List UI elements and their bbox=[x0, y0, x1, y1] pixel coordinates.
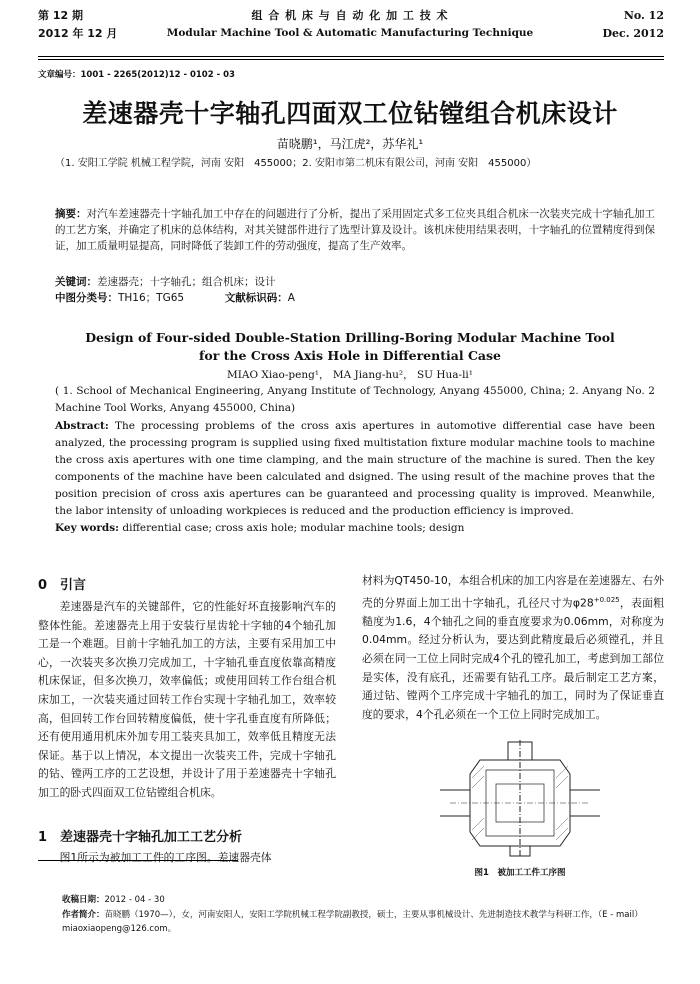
keywords-cn-text: 差速器壳；十字轴孔；组合机床；设计 bbox=[97, 276, 276, 288]
received-label: 收稿日期： bbox=[62, 895, 105, 905]
classification-line bbox=[55, 290, 655, 306]
abstract-cn bbox=[55, 206, 655, 254]
keywords-cn bbox=[55, 274, 655, 290]
footnote-received bbox=[62, 893, 662, 907]
received-date: 2012 - 04 - 30 bbox=[104, 895, 165, 905]
section-0-heading: 0 引言 bbox=[38, 578, 87, 593]
header-rule bbox=[38, 56, 664, 57]
section-1-paragraph: 图1所示为被加工工件的工序图。差速器壳体 bbox=[59, 851, 272, 864]
author-bio-text: 苗晓鹏（1970—），女，河南安阳人，安阳工学院机械工程学院副教授，硕士，主要从事机械设计、先进制造技术教学与科研工作，（E - mail）miaoxiaopeng@126.com。 bbox=[62, 910, 643, 934]
affiliation-en: ( 1. School of Mechanical Engineering, Anyang Institute of Technology, Anyang 455000, China; 2. Anyang No. 2 Machine Tool Works, Anyang 455000, China) bbox=[55, 385, 655, 414]
section-0-paragraph: 差速器是汽车的关键部件，它的性能好坏直接影响汽车的整体性能。差速器壳上用于安装行星齿轮十字轴的4个轴孔加工是一个难题。目前十字轴孔加工的方法，主要有采用加工中心，一次装夹多次换刀完成加工，十字轴孔垂直度依靠高精度机床保证，但多次换刀，效率偏低；或使用回转工作台组合机床加工，一次装夹通过回转工作台实现十字轴孔加工，效率较高，但回转工作台回转精度偏低，使十字孔垂直度有所降低；还有使用通用机床外加专用工装夹具加工，效率低且精度无法保证。基于以上情况，本文提出一次装夹工件，完成十字轴孔的钻、镗两工序的工艺设想，并设计了用于差速器壳十字轴孔加工的卧式四面双工位钻镗组合机床。 bbox=[38, 600, 336, 799]
right-column-text bbox=[362, 572, 664, 724]
keywords-en-text: differential case; cross axis hole; modular machine tools; design bbox=[119, 522, 465, 534]
header-date-en: Dec. 2012 bbox=[602, 27, 664, 40]
footnote-author bbox=[62, 908, 672, 936]
author-bio-label: 作者简介： bbox=[62, 910, 105, 920]
figure-1-drawing bbox=[420, 740, 620, 858]
keywords-cn-label: 关键词： bbox=[55, 276, 97, 288]
header-issue-en: No. 12 bbox=[623, 9, 664, 22]
right-text-a: 材料为QT450-10，本组合机床的加工内容是在差速器左、右外壳的分界面上加工出十字轴孔，孔径尺寸为φ28 bbox=[362, 574, 664, 610]
affiliation-cn: （1. 安阳工学院 机械工程学院，河南 安阳 455000；2. 安阳市第二机床有限公司，河南 安阳 455000） bbox=[55, 158, 537, 169]
abstract-en bbox=[55, 418, 655, 520]
header-date-cn: 2012 年 12 月 bbox=[38, 27, 118, 40]
header-journal-en: Modular Machine Tool & Automatic Manufacturing Technique bbox=[166, 27, 534, 39]
keywords-en bbox=[55, 520, 655, 537]
abstract-cn-label: 摘要： bbox=[55, 208, 87, 220]
clc-value: TH16；TG65 bbox=[118, 292, 185, 304]
article-number: 文章编号：1001 - 2265(2012)12 - 0102 - 03 bbox=[38, 70, 235, 80]
doc-code-value: A bbox=[287, 292, 295, 304]
tolerance: +0.025 bbox=[593, 595, 620, 604]
page-title: 差速器壳十字轴孔四面双工位钻镗组合机床设计 bbox=[82, 99, 618, 128]
section-1-body bbox=[38, 849, 336, 868]
clc-label: 中图分类号： bbox=[55, 292, 118, 304]
figure-1-caption: 图1 被加工工件工序图 bbox=[474, 868, 566, 878]
abstract-en-text: The processing problems of the cross axis apertures in automotive differential case have been analyzed, the processing program is supplied using fixed multistation fixture modular machine tools to machine the cross axis apertures with one time clamping, and the main structure of the machine is sured. Then the key components of the machine have been calculated and dsigned. The using result of the machine proves that the position precision of cross axis apertures can be guaranteed and processing quality is improved. Meanwhile, the labor intensity of unloading workpieces is reduced and the production efficiency is improved. bbox=[55, 420, 655, 517]
right-text-b: ，表面粗糙度为1.6，4个轴孔之间的垂直度要求为0.06mm，对称度为0.04mm。经过分析认为，要达到此精度最后必须镗孔，并且必须在同一工位上同时完成4个孔的镗孔加工，考虑到加工部位是实体，没有底孔，还需要有钻孔工序。最后制定工艺方案，通过钻、镗两个工序完成十字轴孔的加工，同时为了保证垂直度的要求，4个孔必须在一个工位上同时完成加工。 bbox=[362, 596, 665, 721]
header-issue-cn: 第 12 期 bbox=[38, 9, 83, 22]
keywords-en-label: Key words: bbox=[55, 522, 120, 534]
doc-code-label: 文献标识码： bbox=[224, 292, 288, 304]
footnote-rule bbox=[38, 860, 238, 861]
title-en-line2: for the Cross Axis Hole in Differential Case bbox=[199, 348, 501, 363]
header-rule-thin bbox=[38, 59, 664, 60]
authors-en: MIAO Xiao-peng¹， MA Jiang-hu²， SU Hua-li¹ bbox=[227, 369, 473, 381]
section-1-heading: 1 差速器壳十字轴孔加工工艺分析 bbox=[38, 830, 243, 845]
authors-cn: 苗晓鹏¹，马江虎²，苏华礼¹ bbox=[276, 137, 424, 151]
header-journal-cn: 组 合 机 床 与 自 动 化 加 工 技 术 bbox=[251, 9, 449, 22]
section-0-body bbox=[38, 598, 336, 803]
abstract-cn-text: 对汽车差速器壳十字轴孔加工中存在的问题进行了分析，提出了采用固定式多工位夹具组合机床一次装夹完成十字轴孔加工的工艺方案，并确定了机床的总体结构，对其关键部件进行了选型计算及设计。该机床使用结果表明，十字轴孔的位置精度得到保证，加工质量明显提高，同时降低了装卸工件的劳动强度，提高了生产效率。 bbox=[55, 208, 656, 252]
title-en-line1: Design of Four-sided Double-Station Drilling-Boring Modular Machine Tool bbox=[85, 330, 615, 345]
abstract-en-label: Abstract: bbox=[55, 420, 109, 432]
